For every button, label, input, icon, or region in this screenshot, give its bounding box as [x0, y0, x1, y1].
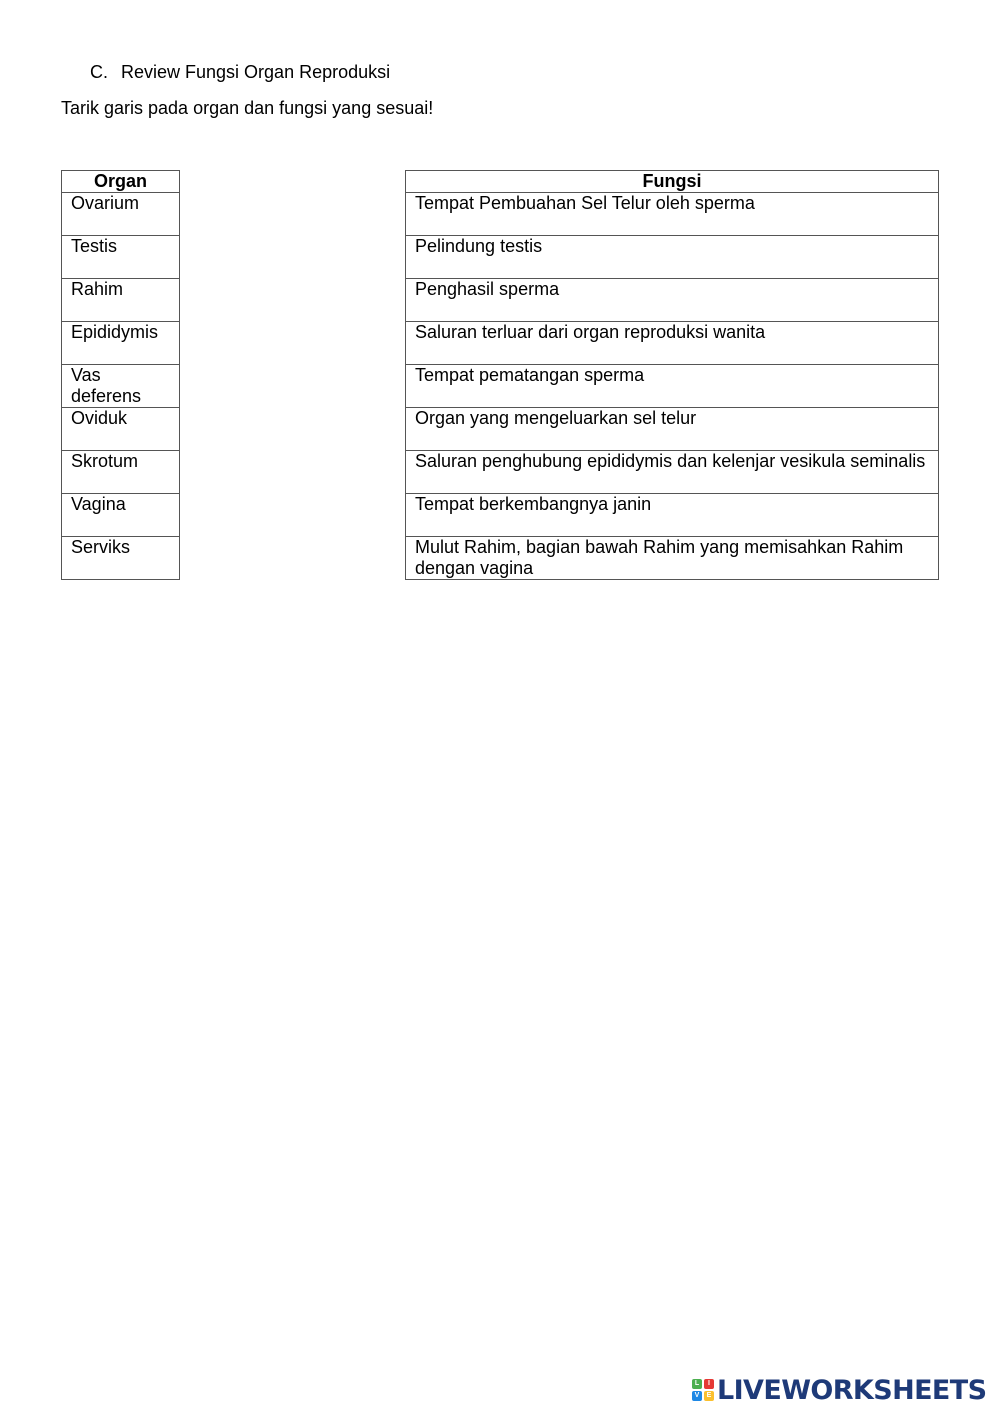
organ-column-header: Organ [62, 171, 180, 193]
organ-row [62, 537, 180, 580]
fungsi-row [406, 236, 939, 279]
fungsi-cell[interactable]: Saluran penghubung epididymis dan kelenjar vesikula seminalis [406, 451, 939, 494]
organ-cell[interactable]: Vagina [62, 494, 180, 537]
organ-cell[interactable]: Oviduk [62, 408, 180, 451]
fungsi-row [406, 537, 939, 580]
organ-cell[interactable]: Skrotum [62, 451, 180, 494]
fungsi-row [406, 494, 939, 537]
section-marker: C. [90, 62, 108, 82]
fungsi-row [406, 193, 939, 236]
fungsi-row [406, 408, 939, 451]
organ-cell[interactable]: Epididymis [62, 322, 180, 365]
organ-row [62, 451, 180, 494]
organ-row [62, 279, 180, 322]
fungsi-row [406, 279, 939, 322]
fungsi-cell[interactable]: Penghasil sperma [406, 279, 939, 322]
instruction-text: Tarik garis pada organ dan fungsi yang sesuai! [61, 98, 434, 118]
fungsi-cell[interactable]: Tempat pematangan sperma [406, 365, 939, 408]
organ-row [62, 193, 180, 236]
logo-tile-v: V [692, 1391, 702, 1401]
fungsi-cell[interactable]: Saluran terluar dari organ reproduksi wanita [406, 322, 939, 365]
fungsi-header-row [406, 171, 939, 193]
organ-cell[interactable]: Serviks [62, 537, 180, 580]
fungsi-row [406, 365, 939, 408]
logo-tile-l: L [692, 1379, 702, 1389]
fungsi-cell[interactable]: Tempat Pembuahan Sel Telur oleh sperma [406, 193, 939, 236]
fungsi-cell[interactable]: Tempat berkembangnya janin [406, 494, 939, 537]
organ-row [62, 236, 180, 279]
organ-table [61, 170, 180, 580]
section-title: Review Fungsi Organ Reproduksi [121, 62, 391, 82]
liveworksheets-wordmark: LIVEWORKSHEETS [717, 1374, 987, 1406]
liveworksheets-logo [692, 1374, 986, 1406]
fungsi-cell[interactable]: Organ yang mengeluarkan sel telur [406, 408, 939, 451]
organ-cell[interactable]: Rahim [62, 279, 180, 322]
fungsi-column-header: Fungsi [406, 171, 939, 193]
liveworksheets-icon [692, 1379, 714, 1401]
organ-cell[interactable]: Ovarium [62, 193, 180, 236]
organ-row [62, 322, 180, 365]
fungsi-row [406, 322, 939, 365]
logo-tile-e: E [704, 1391, 714, 1401]
fungsi-table [405, 170, 939, 580]
organ-row [62, 494, 180, 537]
organ-cell[interactable]: Testis [62, 236, 180, 279]
logo-tile-i: I [704, 1379, 714, 1389]
fungsi-cell[interactable]: Mulut Rahim, bagian bawah Rahim yang memisahkan Rahim dengan vagina [406, 537, 939, 580]
section-heading [90, 60, 390, 84]
fungsi-row [406, 451, 939, 494]
organ-header-row [62, 171, 180, 193]
organ-row [62, 365, 180, 408]
fungsi-cell[interactable]: Pelindung testis [406, 236, 939, 279]
organ-cell[interactable]: Vas deferens [62, 365, 180, 408]
organ-row [62, 408, 180, 451]
